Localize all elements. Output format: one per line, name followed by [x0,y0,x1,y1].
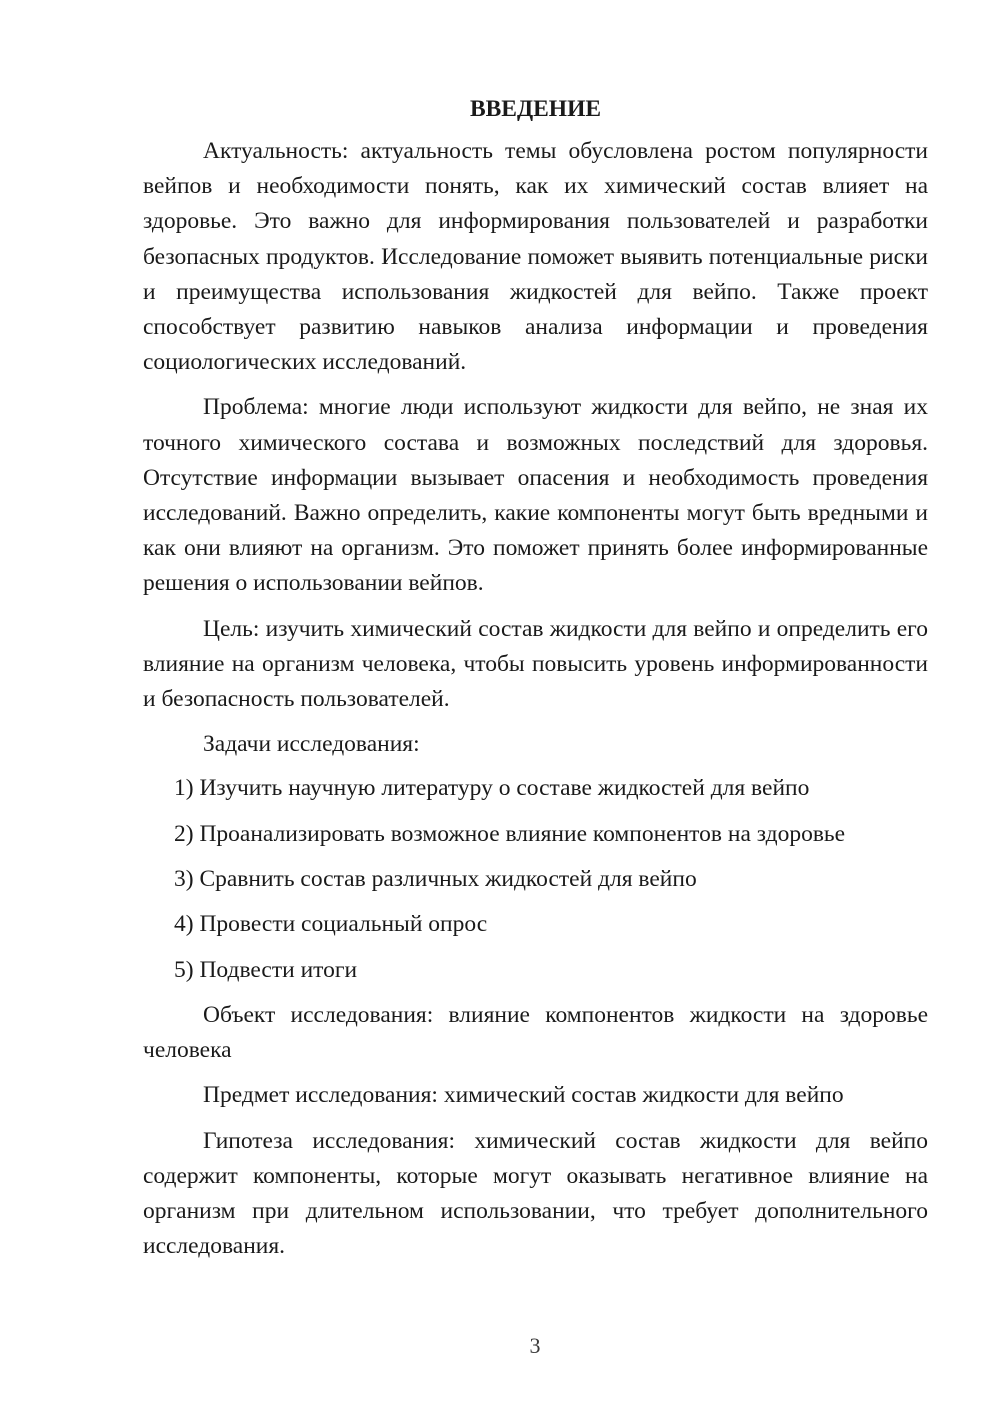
tasks-heading: Задачи исследования: [203,731,420,758]
object-paragraph: Объект исследования: влияние компонентов жидкости на здоровье человека [143,1001,928,1064]
subject-paragraph: Предмет исследования: химический состав жидкости для вейпо [203,1082,844,1109]
page-title: ВВЕДЕНИЕ [469,96,602,122]
relevance-paragraph: Актуальность: актуальность темы обусловлена ростом популярности вейпов и необходимости понять, как их химический состав влияет на здоровье. Это важно для информирования пользователей и разработки безопасных продуктов. Исследование поможет выявить потенциальные риски и преимущества использования жидкостей для вейпо. Также проект способствует развитию навыков анализа информации и проведения социологических исследований. [143,138,928,376]
hypothesis-paragraph: Гипотеза исследования: химический состав жидкости для вейпо содержит компоненты, которые могут оказывать негативное влияние на организм при длительном использовании, что требует дополнительного исследования. [143,1127,928,1260]
document-page [143,92,928,1274]
task-item: 1) Изучить научную литературу о составе жидкостей для вейпо [174,775,810,802]
task-item: 5) Подвести итоги [174,956,358,983]
problem-paragraph: Проблема: многие люди используют жидкости для вейпо, не зная их точного химического состава и возможных последствий для здоровья. Отсутствие информации вызывает опасения и необходимость проведения исследований. Важно определить, какие компоненты могут быть вредными и как они влияют на организм. Это поможет принять более информированные решения о использовании вейпов. [143,394,928,597]
task-item: 2) Проанализировать возможное влияние компонентов на здоровье [174,820,846,847]
page-number: 3 [529,1333,541,1358]
task-item: 3) Сравнить состав различных жидкостей для вейпо [174,866,697,893]
task-item: 4) Провести социальный опрос [174,911,488,938]
goal-paragraph: Цель: изучить химический состав жидкости для вейпо и определить его влияние на организм человека, чтобы повысить уровень информированности и безопасность пользователей. [143,615,928,713]
tasks-list [143,771,928,987]
